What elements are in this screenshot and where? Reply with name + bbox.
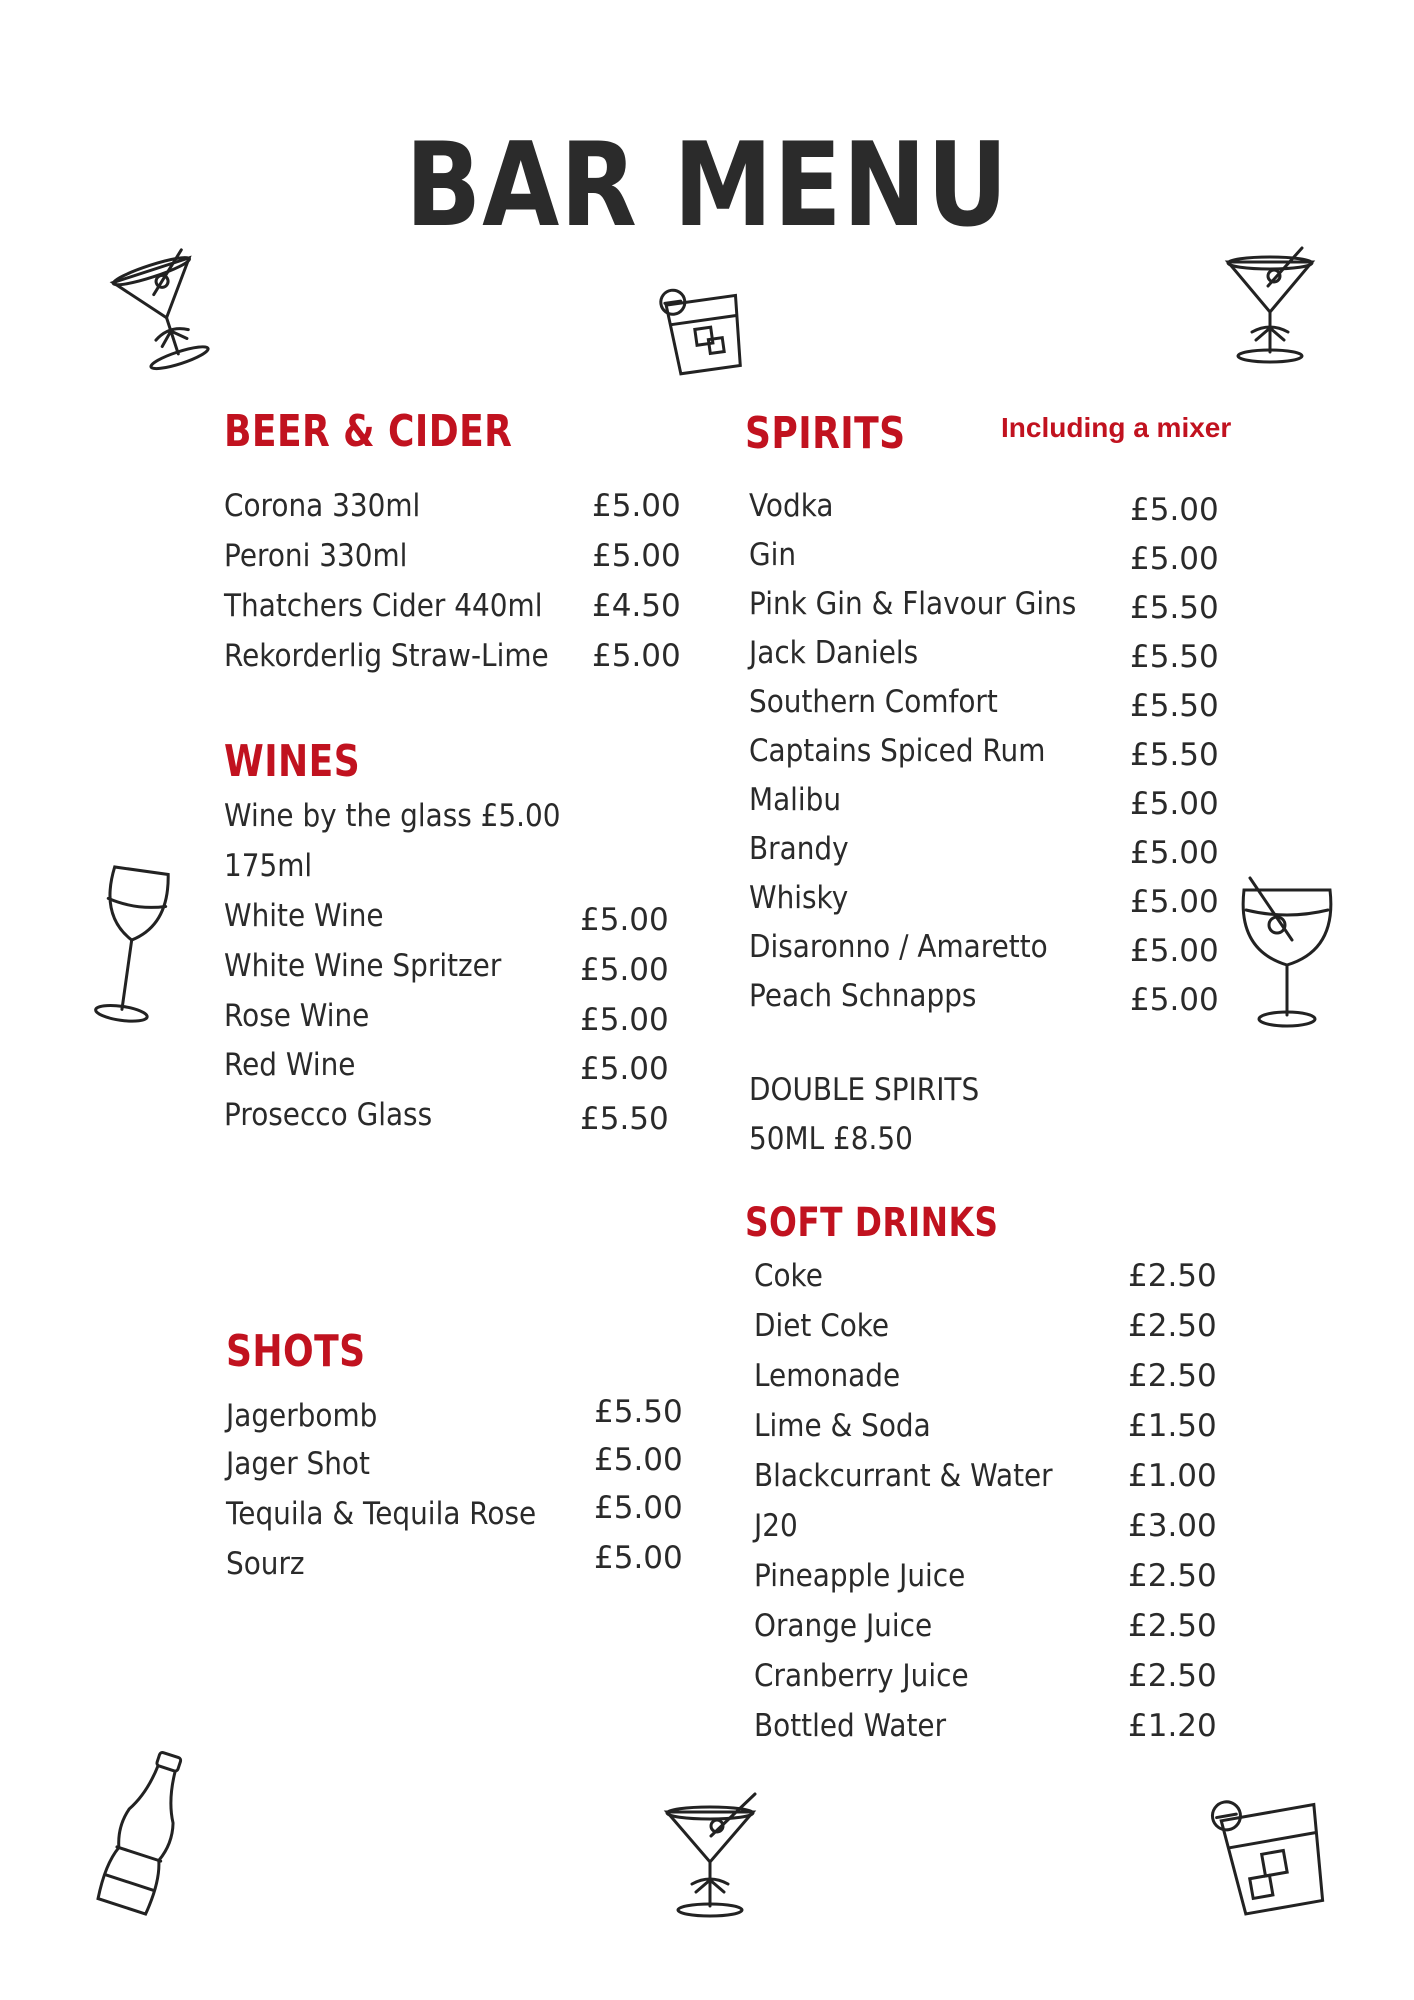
menu-item-price: £5.00 <box>1130 982 1219 1018</box>
wine-intro-line: 175ml <box>224 848 313 884</box>
menu-item-price: £5.50 <box>1130 590 1219 626</box>
menu-item-price: £5.50 <box>580 1101 669 1137</box>
double-spirits-line: 50ML £8.50 <box>749 1121 913 1157</box>
menu-item-price: £5.00 <box>1130 786 1219 822</box>
shots-heading: SHOTS <box>226 1326 366 1377</box>
menu-item-price: £5.50 <box>1130 639 1219 675</box>
menu-item-price: £5.00 <box>592 488 681 524</box>
menu-item-price: £5.00 <box>1130 884 1219 920</box>
menu-item-name: Jack Daniels <box>749 635 919 671</box>
menu-item-price: £2.50 <box>1128 1558 1217 1594</box>
menu-item-name: Corona 330ml <box>224 488 421 524</box>
menu-item-name: Blackcurrant & Water <box>754 1458 1053 1494</box>
menu-item-price: £5.00 <box>592 638 681 674</box>
menu-item-name: Malibu <box>749 782 842 818</box>
gin-glass-icon <box>1232 870 1342 1030</box>
menu-item-price: £4.50 <box>592 588 681 624</box>
menu-item-price: £5.00 <box>580 952 669 988</box>
menu-item-price: £5.00 <box>1130 835 1219 871</box>
menu-item-name: Lime & Soda <box>754 1408 931 1444</box>
page-title: BAR MENU <box>405 118 1009 253</box>
menu-item-price: £5.50 <box>1130 688 1219 724</box>
menu-item-name: White Wine <box>224 898 384 934</box>
menu-item-name: Pineapple Juice <box>754 1558 966 1594</box>
menu-item-price: £3.00 <box>1128 1508 1217 1544</box>
menu-item-name: Rekorderlig Straw-Lime <box>224 638 549 674</box>
menu-item-name: Jager Shot <box>226 1446 370 1482</box>
beer-cider-heading: BEER & CIDER <box>224 406 513 457</box>
martini-icon <box>100 248 230 378</box>
menu-item-name: Whisky <box>749 880 849 916</box>
menu-item-price: £5.00 <box>1130 933 1219 969</box>
menu-item-price: £5.00 <box>580 1002 669 1038</box>
menu-item-name: Disaronno / Amaretto <box>749 929 1048 965</box>
menu-item-price: £5.00 <box>580 902 669 938</box>
menu-item-price: £5.00 <box>594 1490 683 1526</box>
menu-item-price: £2.50 <box>1128 1358 1217 1394</box>
menu-item-name: Peach Schnapps <box>749 978 977 1014</box>
martini-icon <box>655 1788 765 1923</box>
soft-drinks-heading: SOFT DRINKS <box>745 1200 999 1246</box>
menu-item-price: £5.00 <box>1130 492 1219 528</box>
menu-item-price: £5.00 <box>1130 541 1219 577</box>
menu-item-name: Jagerbomb <box>226 1398 378 1434</box>
menu-item-price: £1.50 <box>1128 1408 1217 1444</box>
menu-item-name: Pink Gin & Flavour Gins <box>749 586 1077 622</box>
menu-item-name: Prosecco Glass <box>224 1097 433 1133</box>
wine-intro-line: Wine by the glass £5.00 <box>224 798 561 834</box>
soda-bottle-icon <box>90 1745 200 1925</box>
menu-item-name: Coke <box>754 1258 823 1294</box>
martini-icon <box>1210 240 1330 370</box>
menu-item-name: Diet Coke <box>754 1308 890 1344</box>
menu-item-price: £2.50 <box>1128 1258 1217 1294</box>
spirits-note: Including a mixer <box>1001 412 1232 443</box>
menu-item-name: Brandy <box>749 831 849 867</box>
menu-item-name: Thatchers Cider 440ml <box>224 588 543 624</box>
menu-item-name: Vodka <box>749 488 834 524</box>
menu-item-name: Orange Juice <box>754 1608 933 1644</box>
menu-item-price: £5.50 <box>594 1394 683 1430</box>
menu-item-name: Southern Comfort <box>749 684 998 720</box>
menu-item-price: £5.00 <box>592 538 681 574</box>
menu-item-name: White Wine Spritzer <box>224 948 502 984</box>
menu-item-price: £2.50 <box>1128 1308 1217 1344</box>
menu-item-price: £5.00 <box>594 1442 683 1478</box>
menu-item-price: £1.20 <box>1128 1708 1217 1744</box>
menu-item-name: Peroni 330ml <box>224 538 408 574</box>
menu-item-name: Rose Wine <box>224 998 370 1034</box>
menu-item-name: Red Wine <box>224 1047 356 1083</box>
menu-item-name: Bottled Water <box>754 1708 947 1744</box>
menu-item-name: Gin <box>749 537 797 573</box>
menu-item-name: Cranberry Juice <box>754 1658 969 1694</box>
menu-item-price: £5.00 <box>594 1540 683 1576</box>
menu-item-price: £1.00 <box>1128 1458 1217 1494</box>
spirits-heading: SPIRITS <box>745 408 906 459</box>
double-spirits-line: DOUBLE SPIRITS <box>749 1072 980 1108</box>
whisky-glass-icon <box>1210 1790 1340 1920</box>
whisky-glass-icon <box>655 280 755 380</box>
menu-item-price: £2.50 <box>1128 1608 1217 1644</box>
wines-heading: WINES <box>224 736 361 787</box>
menu-item-price: £5.00 <box>580 1051 669 1087</box>
menu-item-name: Lemonade <box>754 1358 901 1394</box>
menu-item-name: Tequila & Tequila Rose <box>226 1496 537 1532</box>
menu-item-name: J20 <box>754 1508 798 1544</box>
menu-item-price: £5.50 <box>1130 737 1219 773</box>
menu-item-name: Captains Spiced Rum <box>749 733 1046 769</box>
wine-glass-icon <box>86 860 176 1030</box>
menu-item-price: £2.50 <box>1128 1658 1217 1694</box>
menu-item-name: Sourz <box>226 1546 305 1582</box>
